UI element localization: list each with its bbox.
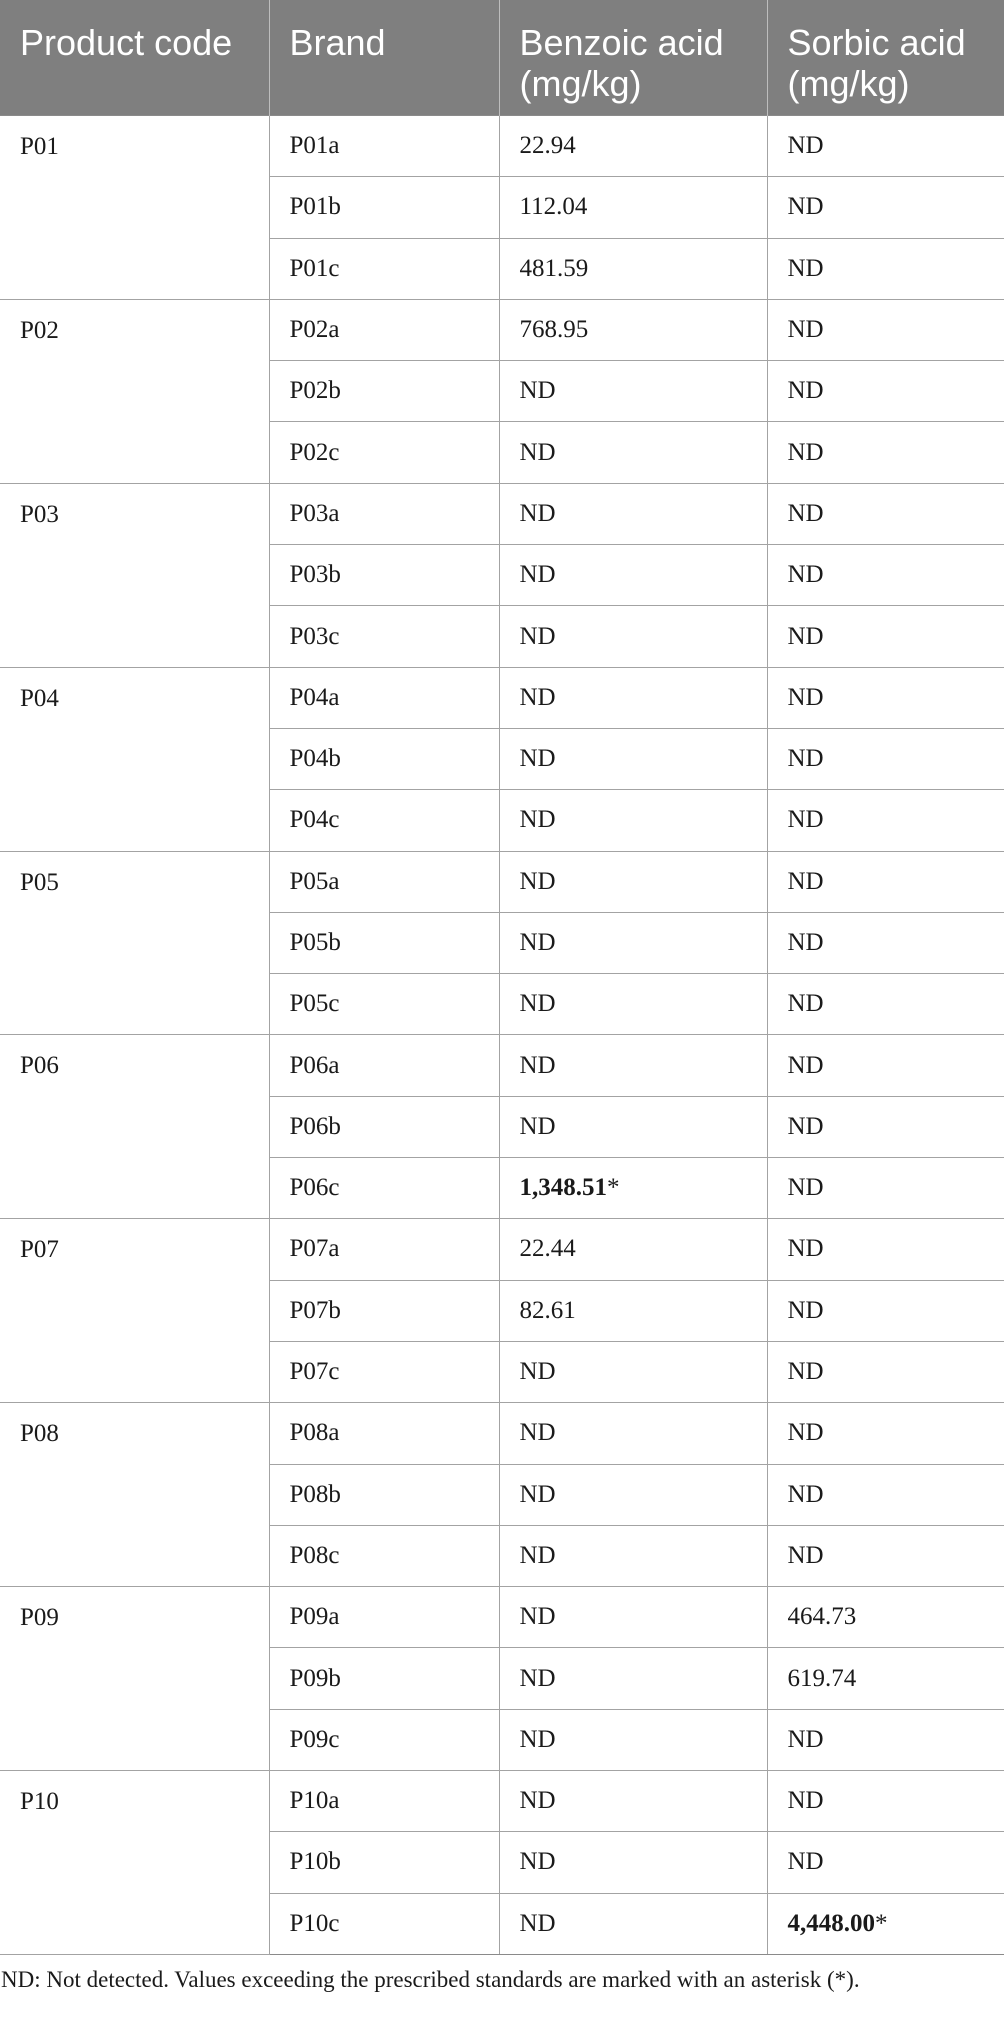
product-code-cell: P07 — [0, 1219, 269, 1403]
header-product-code: Product code — [0, 0, 269, 116]
table-row — [0, 1587, 1004, 1648]
header-brand: Brand — [269, 0, 499, 116]
brand-cell: P05a — [269, 851, 499, 912]
benzoic-acid-cell: 768.95 — [499, 299, 767, 360]
product-code-cell: P09 — [0, 1587, 269, 1771]
table-footnote: ND: Not detected. Values exceeding the prescribed standards are marked with an asterisk (*). — [1, 1966, 860, 1992]
product-code-cell: P08 — [0, 1403, 269, 1587]
brand-cell: P02a — [269, 299, 499, 360]
exceeding-value: 1,348.51 — [519, 1174, 607, 1202]
benzoic-acid-cell: ND — [499, 1403, 767, 1464]
header-row — [0, 0, 1004, 116]
table-row — [0, 299, 1004, 360]
brand-cell: P05b — [269, 912, 499, 973]
product-code-cell: P02 — [0, 299, 269, 483]
benzoic-acid-cell: ND — [499, 1771, 767, 1832]
sorbic-acid-cell: ND — [767, 1771, 1004, 1832]
benzoic-acid-cell: ND — [499, 1525, 767, 1586]
brand-cell: P03a — [269, 483, 499, 544]
sorbic-acid-cell: ND — [767, 1219, 1004, 1280]
asterisk-marker: * — [607, 1174, 620, 1202]
product-code-cell: P06 — [0, 1035, 269, 1219]
brand-cell: P02b — [269, 361, 499, 422]
table-row — [0, 1771, 1004, 1832]
benzoic-acid-cell: ND — [499, 912, 767, 973]
brand-cell: P05c — [269, 974, 499, 1035]
brand-cell: P07b — [269, 1280, 499, 1341]
benzoic-acid-cell: ND — [499, 1709, 767, 1770]
brand-cell: P07c — [269, 1341, 499, 1402]
sorbic-acid-cell: ND — [767, 1035, 1004, 1096]
sorbic-acid-cell: ND — [767, 1464, 1004, 1525]
benzoic-acid-cell: ND — [499, 1035, 767, 1096]
brand-cell: P01c — [269, 238, 499, 299]
benzoic-acid-cell: 82.61 — [499, 1280, 767, 1341]
sorbic-acid-cell: ND — [767, 422, 1004, 483]
product-code-cell: P01 — [0, 116, 269, 300]
benzoic-acid-cell: ND — [499, 790, 767, 851]
sorbic-acid-cell: ND — [767, 606, 1004, 667]
sorbic-acid-cell: 619.74 — [767, 1648, 1004, 1709]
brand-cell: P03c — [269, 606, 499, 667]
sorbic-acid-cell: ND — [767, 912, 1004, 973]
benzoic-acid-cell: 481.59 — [499, 238, 767, 299]
sorbic-acid-cell — [767, 1893, 1004, 1954]
brand-cell: P10c — [269, 1893, 499, 1954]
sorbic-acid-cell: ND — [767, 299, 1004, 360]
table-row — [0, 1035, 1004, 1096]
benzoic-acid-cell: ND — [499, 545, 767, 606]
sorbic-acid-cell: ND — [767, 177, 1004, 238]
sorbic-acid-cell: ND — [767, 1280, 1004, 1341]
sorbic-acid-cell: ND — [767, 483, 1004, 544]
benzoic-acid-cell: ND — [499, 606, 767, 667]
benzoic-acid-cell: ND — [499, 483, 767, 544]
table-row — [0, 116, 1004, 177]
brand-cell: P08c — [269, 1525, 499, 1586]
product-code-cell: P04 — [0, 667, 269, 851]
sorbic-acid-cell: ND — [767, 851, 1004, 912]
benzoic-acid-cell: ND — [499, 1587, 767, 1648]
table-row — [0, 483, 1004, 544]
sorbic-acid-cell: ND — [767, 728, 1004, 789]
brand-cell: P08a — [269, 1403, 499, 1464]
benzoic-acid-cell: ND — [499, 1832, 767, 1893]
benzoic-acid-cell: ND — [499, 728, 767, 789]
brand-cell: P09c — [269, 1709, 499, 1770]
brand-cell: P04a — [269, 667, 499, 728]
sorbic-acid-cell: ND — [767, 974, 1004, 1035]
exceeding-value: 4,448.00 — [787, 1909, 875, 1937]
benzoic-acid-cell: ND — [499, 974, 767, 1035]
brand-cell: P04c — [269, 790, 499, 851]
sorbic-acid-cell: ND — [767, 1525, 1004, 1586]
table-row — [0, 1403, 1004, 1464]
benzoic-acid-cell — [499, 1158, 767, 1219]
brand-cell: P10a — [269, 1771, 499, 1832]
benzoic-acid-cell: ND — [499, 1096, 767, 1157]
benzoic-acid-cell: 112.04 — [499, 177, 767, 238]
brand-cell: P04b — [269, 728, 499, 789]
sorbic-acid-cell: ND — [767, 667, 1004, 728]
table-body — [0, 116, 1004, 1955]
sorbic-acid-cell: ND — [767, 1832, 1004, 1893]
sorbic-acid-cell: ND — [767, 238, 1004, 299]
header-benzoic-acid: Benzoic acid (mg/kg) — [499, 0, 767, 116]
brand-cell: P09a — [269, 1587, 499, 1648]
benzoic-acid-cell: 22.94 — [499, 116, 767, 177]
brand-cell: P06c — [269, 1158, 499, 1219]
header-sorbic-acid: Sorbic acid (mg/kg) — [767, 0, 1004, 116]
benzoic-acid-cell: ND — [499, 1893, 767, 1954]
brand-cell: P07a — [269, 1219, 499, 1280]
table-row — [0, 667, 1004, 728]
brand-cell: P06b — [269, 1096, 499, 1157]
sorbic-acid-cell: ND — [767, 1403, 1004, 1464]
benzoic-acid-cell: ND — [499, 361, 767, 422]
sorbic-acid-cell: ND — [767, 1158, 1004, 1219]
benzoic-acid-cell: ND — [499, 851, 767, 912]
sorbic-acid-cell: ND — [767, 361, 1004, 422]
sorbic-acid-cell: ND — [767, 116, 1004, 177]
sorbic-acid-cell: ND — [767, 545, 1004, 606]
product-code-cell: P03 — [0, 483, 269, 667]
table-header — [0, 0, 1004, 116]
benzoic-acid-cell: ND — [499, 667, 767, 728]
brand-cell: P01a — [269, 116, 499, 177]
table-row — [0, 851, 1004, 912]
benzoic-acid-cell: 22.44 — [499, 1219, 767, 1280]
brand-cell: P09b — [269, 1648, 499, 1709]
sorbic-acid-cell: ND — [767, 1341, 1004, 1402]
table-row — [0, 1219, 1004, 1280]
benzoic-acid-cell: ND — [499, 1464, 767, 1525]
product-code-cell: P05 — [0, 851, 269, 1035]
brand-cell: P06a — [269, 1035, 499, 1096]
asterisk-marker: * — [875, 1909, 888, 1937]
sorbic-acid-cell: ND — [767, 1709, 1004, 1770]
brand-cell: P08b — [269, 1464, 499, 1525]
benzoic-acid-cell: ND — [499, 1341, 767, 1402]
brand-cell: P03b — [269, 545, 499, 606]
brand-cell: P02c — [269, 422, 499, 483]
brand-cell: P01b — [269, 177, 499, 238]
brand-cell: P10b — [269, 1832, 499, 1893]
sorbic-acid-cell: 464.73 — [767, 1587, 1004, 1648]
benzoic-acid-cell: ND — [499, 422, 767, 483]
sorbic-acid-cell: ND — [767, 1096, 1004, 1157]
sorbic-acid-cell: ND — [767, 790, 1004, 851]
product-code-cell: P10 — [0, 1771, 269, 1955]
benzoic-acid-cell: ND — [499, 1648, 767, 1709]
